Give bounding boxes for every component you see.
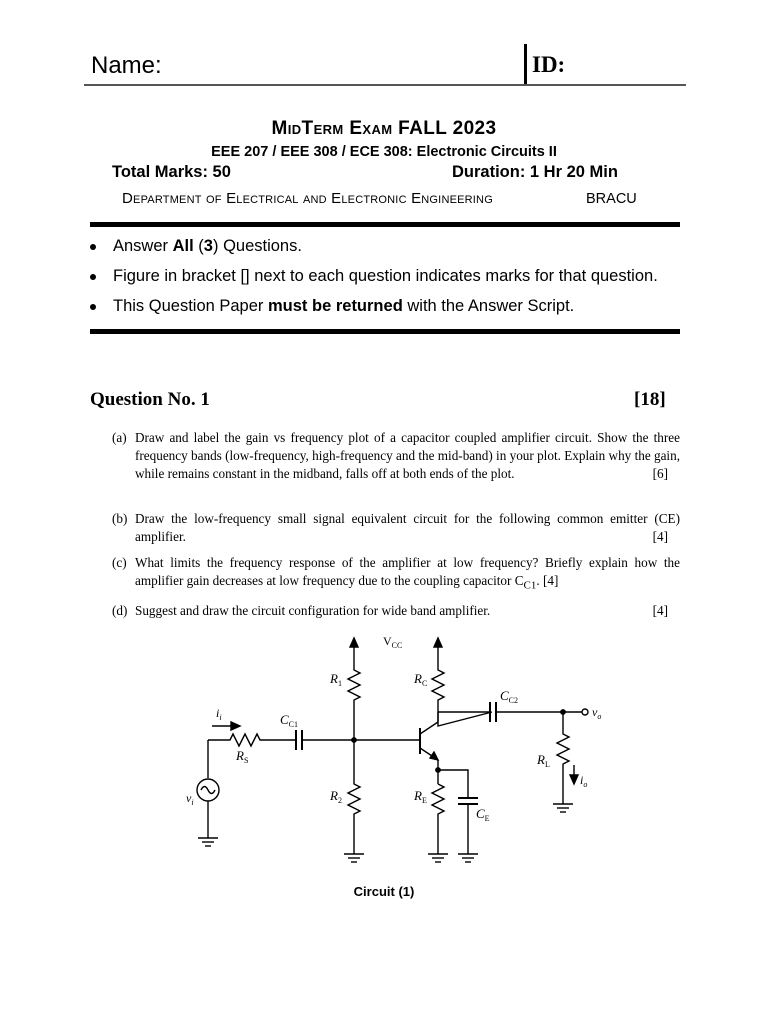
instruction-bold: 3	[203, 237, 213, 255]
ce-label: $C_E$	[476, 806, 490, 823]
sub-question-text: Suggest and draw the circuit configuration for wide band amplifier.	[135, 603, 491, 618]
id-label: ID:	[532, 52, 566, 77]
header-underline	[84, 84, 686, 86]
total-marks: Total Marks: 50	[112, 163, 231, 181]
bullet-icon	[90, 244, 96, 250]
instruction-text: Figure in bracket [] next to each question indicates marks for that question.	[113, 267, 658, 285]
instruction-bold: All	[172, 237, 194, 255]
ground-r2	[344, 854, 364, 862]
resistor-re	[432, 784, 444, 854]
sub-question-marks: [4]	[652, 529, 668, 544]
ac-source	[197, 740, 219, 838]
sub-question-a	[112, 429, 680, 483]
vcc-arrow-right	[434, 638, 442, 666]
instruction-text: This Question Paper	[113, 297, 268, 315]
sub-question-label: (c)	[112, 555, 127, 570]
department: Department of Electrical and Electronic Engineering	[122, 190, 493, 207]
instruction-item	[90, 236, 658, 266]
ground-source	[198, 838, 218, 846]
sub-question-b	[112, 510, 680, 546]
name-label: Name:	[91, 52, 162, 79]
ii-label: $i_i$	[216, 706, 222, 722]
instruction-text: (	[193, 237, 204, 255]
sub-question-c	[112, 554, 680, 595]
capacitor-cc1	[296, 730, 354, 750]
sub-question-text: What limits the frequency response of the amplifier at low frequency? Briefly explain how the amplifier gain decreases at low frequency due to the coupling capacitor C	[135, 555, 680, 588]
io-arrow	[570, 765, 578, 784]
ground-rl	[553, 804, 573, 812]
sub-question-text: Draw and label the gain vs frequency plot of a capacitor coupled amplifier circuit. Show the three frequency bands (low-frequency, high-frequency and the mid-band) in your plot. Explain why the gain, while remains constant in the midband, falls off at both ends of the plot.	[135, 430, 680, 481]
resistor-rc	[432, 666, 444, 712]
output-terminal	[582, 709, 588, 715]
course-line: EEE 207 / EEE 308 / ECE 308: Electronic Circuits II	[211, 144, 557, 160]
instructions-list	[90, 236, 658, 326]
bullet-icon	[90, 304, 96, 310]
ii-arrow	[212, 722, 240, 730]
vcc-arrow-left	[350, 638, 358, 666]
instruction-text: Answer	[113, 237, 173, 255]
io-label: $i_o$	[580, 773, 588, 789]
transistor-bjt	[420, 712, 438, 768]
instruction-text: ) Questions.	[212, 237, 302, 255]
sub-question-marks: [4]	[652, 603, 668, 618]
sub-question-text: Draw the low-frequency small signal equivalent circuit for the following common emitter (CE) amplifier.	[135, 511, 680, 544]
question-marks: [18]	[634, 389, 666, 410]
capacitor-cc2	[438, 702, 563, 722]
sub-question-label: (a)	[112, 430, 127, 445]
vcc-label: $V_{CC}$	[383, 634, 403, 650]
resistor-r1	[348, 666, 360, 740]
instruction-item	[90, 296, 658, 326]
sub-question-text-wrapper	[135, 554, 680, 595]
cc1-label: $C_{C1}$	[280, 712, 299, 729]
subscript: C1	[523, 579, 537, 592]
question-title: Question No. 1	[90, 389, 210, 410]
collector-wire	[438, 712, 492, 726]
r2-label: $R_2$	[330, 788, 342, 805]
sub-question-label: (d)	[112, 603, 128, 618]
cc2-label: $C_{C2}$	[500, 688, 519, 705]
resistor-r2	[348, 740, 360, 854]
rule-bottom	[90, 329, 680, 334]
exam-title: MidTerm Exam FALL 2023	[271, 118, 497, 139]
ground-re	[428, 854, 448, 862]
duration: Duration: 1 Hr 20 Min	[452, 163, 618, 181]
id-divider	[524, 44, 527, 86]
sub-question-marks: . [4]	[536, 573, 559, 588]
bullet-icon	[90, 274, 96, 280]
ground-ce	[458, 854, 478, 862]
sub-question-label: (b)	[112, 511, 128, 526]
rl-label: $R_L$	[537, 752, 550, 769]
vo-label: $v_o$	[592, 705, 602, 721]
resistor-rs	[208, 734, 296, 746]
instruction-bold: must be returned	[268, 297, 403, 315]
rc-label: $R_C$	[414, 671, 428, 688]
circuit-caption: Circuit (1)	[353, 884, 415, 899]
rule-top	[90, 222, 680, 227]
sub-question-marks: [6]	[652, 466, 668, 481]
instruction-item	[90, 266, 658, 296]
re-label: $R_E$	[414, 788, 427, 805]
ce-amplifier-circuit	[180, 630, 620, 878]
sub-question-d	[112, 602, 680, 620]
instruction-text: with the Answer Script.	[402, 297, 575, 315]
capacitor-ce	[438, 770, 478, 854]
r1-label: $R_1$	[330, 671, 342, 688]
resistor-rl	[557, 712, 569, 804]
rs-label: $R_S$	[236, 748, 249, 765]
institution: BRACU	[586, 191, 637, 207]
vi-label: $v_i$	[186, 791, 194, 807]
